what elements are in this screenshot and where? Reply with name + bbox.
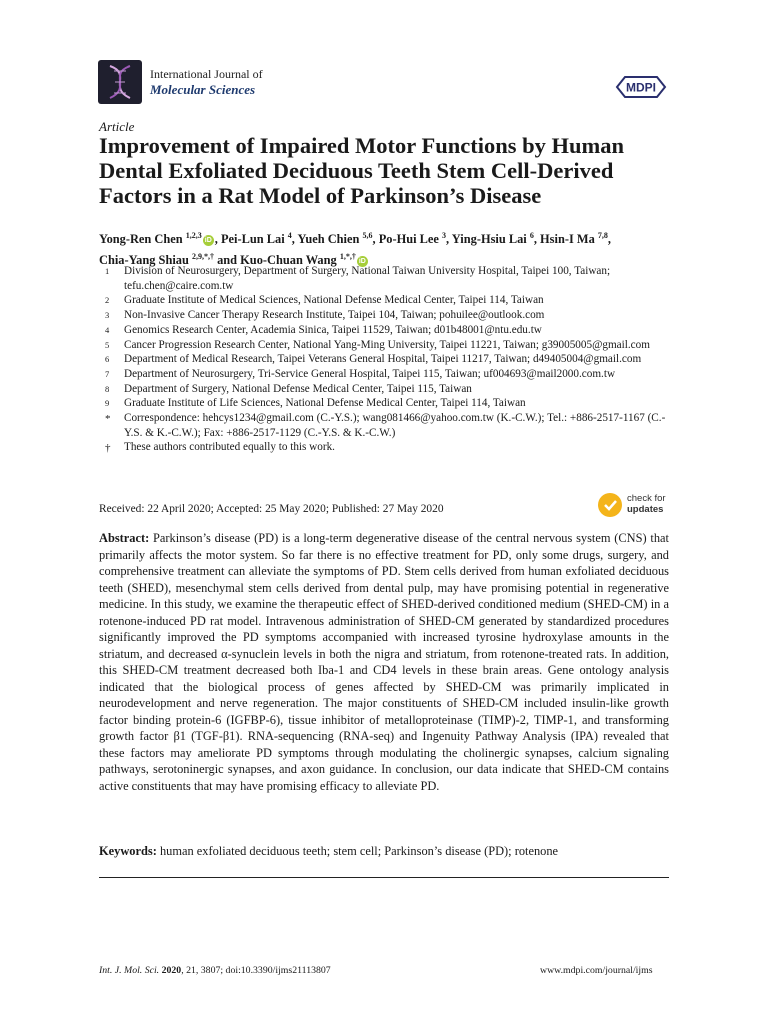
affiliation-item: [99, 293, 679, 308]
author-affiliation-marks: 7,8: [597, 231, 608, 240]
affiliation-mark: †: [105, 442, 111, 455]
affiliation-item: [99, 352, 679, 367]
article-title: Improvement of Impaired Motor Functions by Human Dental Exfoliated Deciduous Teeth Stem Cell-Derived Factors in a Rat Model of Parkinson’s Disease: [99, 133, 625, 208]
section-divider: [99, 877, 669, 878]
check-updates-icon: [598, 493, 622, 517]
abstract-label: Abstract:: [99, 531, 150, 545]
journal-logo: [98, 60, 142, 104]
author-affiliation-marks: 5,6: [362, 231, 373, 240]
affiliation-item: [99, 367, 679, 382]
affiliation-mark: 6: [105, 354, 110, 365]
affiliation-item: [99, 323, 679, 338]
author-separator: ,: [372, 232, 379, 247]
keywords: [99, 843, 669, 859]
keywords-label: Keywords:: [99, 844, 157, 858]
affiliation-mark: 7: [105, 368, 110, 379]
affiliation-item: [99, 411, 679, 440]
author-separator: ,: [291, 232, 298, 247]
author-name: Po-Hui Lee: [378, 232, 439, 247]
affiliation-item: [99, 338, 679, 353]
affiliation-text: Department of Medical Research, Taipei Veterans General Hospital, Taipei 11217, Taiwan; d49405004@gmail.com: [124, 353, 642, 366]
author-separator: ,: [214, 232, 221, 247]
affiliation-list: [99, 264, 679, 455]
affiliation-text: Division of Neurosurgery, Department of Surgery, National Taiwan University Hospital, Taipei 100, Taiwan; tefu.chen@caire.com.tw: [124, 265, 611, 292]
author-name: Chia-Yang Shiau: [99, 253, 189, 268]
keywords-text: human exfoliated deciduous teeth; stem cell; Parkinson’s disease (PD); rotenone: [159, 844, 559, 858]
affiliation-item: [99, 308, 679, 323]
publication-dates: Received: 22 April 2020; Accepted: 25 May 2020; Published: 27 May 2020: [99, 503, 444, 515]
author-affiliation-marks: 1,*,†: [339, 252, 356, 262]
author-separator: ,: [607, 232, 611, 247]
author-name: Ying-Hsiu Lai: [451, 232, 527, 247]
affiliation-text: Graduate Institute of Life Sciences, National Defense Medical Center, Taipei 114, Taiwan: [124, 397, 526, 410]
author-affiliation-marks: 3: [442, 231, 447, 240]
check-updates-line2: updates: [627, 504, 664, 515]
author-separator: ,: [446, 232, 452, 247]
affiliation-mark: 3: [105, 310, 110, 321]
affiliation-item: [99, 396, 679, 411]
affiliation-mark: 5: [105, 339, 110, 350]
footer-citation: [99, 965, 331, 976]
author-affiliation-marks: 2,9,*,†: [191, 252, 214, 262]
affiliation-item: [99, 382, 679, 397]
author-list: [99, 227, 679, 269]
affiliation-text: Non-Invasive Cancer Therapy Research Institute, Taipei 104, Taiwan; pohuilee@outlook.com: [124, 309, 545, 322]
affiliation-text: Cancer Progression Research Center, National Yang-Ming University, Taipei 11221, Taiwan; g39005005@gmail.com: [124, 338, 650, 351]
author-affiliation-marks: 6: [529, 231, 534, 240]
affiliation-text: Department of Neurosurgery, Tri-Service General Hospital, Taipei 115, Taiwan; uf004693@mail2000.com.tw: [124, 367, 616, 380]
author-name: Kuo-Chuan Wang: [240, 253, 337, 268]
orcid-icon[interactable]: iD: [204, 237, 212, 245]
affiliation-text: These authors contributed equally to this work.: [124, 441, 335, 454]
publisher-name: MDPI: [626, 80, 656, 95]
affiliation-text: Department of Surgery, National Defense Medical Center, Taipei 115, Taiwan: [124, 382, 472, 395]
affiliation-text: Graduate Institute of Medical Sciences, National Defense Medical Center, Taipei 114, Taiwan: [124, 294, 544, 307]
mdpi-logo: [615, 73, 667, 101]
affiliation-text: Correspondence: hehcys1234@gmail.com (C.-Y.S.); wang081466@yahoo.com.tw (K.-C.W.); Tel.: +886-2517-1167 (C.-Y.S. & K.-C.W.); Fax: +886-2517-1129 (C.-Y.S. & K.-C.W.): [124, 412, 666, 439]
author-affiliation-marks: 1,2,3: [185, 231, 202, 240]
affiliation-text: Genomics Research Center, Academia Sinica, Taipei 11529, Taiwan; d01b48001@ntu.edu.tw: [124, 323, 542, 336]
abstract: [99, 530, 669, 794]
check-updates-line1: check for: [627, 493, 666, 504]
affiliation-mark: 8: [105, 383, 110, 394]
affiliation-mark: 4: [105, 324, 110, 335]
affiliation-mark: 1: [105, 266, 110, 276]
footer-url[interactable]: www.mdpi.com/journal/ijms: [540, 965, 653, 976]
footer-citation-rest: , 21, 3807; doi:10.3390/ijms21113807: [181, 965, 331, 976]
check-for-updates-badge[interactable]: [598, 491, 673, 519]
footer-year: 2020: [161, 965, 182, 976]
footer-journal-abbrev: Int. J. Mol. Sci.: [99, 965, 160, 976]
author-separator: and: [213, 253, 241, 268]
journal-name-line1: International Journal of: [150, 67, 263, 81]
affiliation-item: [99, 264, 679, 293]
journal-name-line2: Molecular Sciences: [150, 82, 256, 97]
author-name: Pei-Lun Lai: [220, 232, 285, 247]
affiliation-mark: 9: [105, 398, 110, 409]
author-name: Yong-Ren Chen: [99, 232, 183, 247]
article-type: Article: [99, 119, 135, 134]
author-separator: ,: [533, 232, 541, 247]
author-name: Hsin-I Ma: [540, 232, 595, 247]
affiliation-mark: *: [105, 413, 111, 426]
orcid-icon[interactable]: iD: [358, 258, 366, 266]
author-affiliation-marks: 4: [287, 231, 292, 240]
affiliation-mark: 2: [105, 295, 110, 306]
affiliation-item: [99, 440, 679, 455]
author-name: Yueh Chien: [297, 232, 360, 247]
abstract-text: Parkinson’s disease (PD) is a long-term degenerative disease of the central nervous system (CNS) that primarily affects the motor system. So far there is no effective treatment for PD, only some drugs, surgery, and comprehensive treatment can alleviate the symptoms of PD. Stem cells derived from human exfoliated deciduous teeth (SHED), mesenchymal stem cells derived from dental pulp, may have promising potential in regenerative medicine. In this study, we examine the therapeutic effect of SHED-derived conditioned medium (SHED-CM) in a rotenone-induced PD rat model. Intravenous administration of SHED-CM generated by standardized procedures significantly improved the PD symptoms accompanied with increased tyrosine hydroxylase amounts in the striatum, and decreased α-synuclein levels in both the nigra and striatum, from rotenone-treated rats. In addition, this SHED-CM treatment decreased both Iba-1 and CD4 levels in these brain areas. Gene ontology analysis indicated that the biological process of genes affected by SHED-CM was primarily implicated in neurodevelopment and nerve regeneration. The major constituents of SHED-CM included insulin-like growth factor binding protein-6 (IGFBP-6), tissue inhibitor of metalloproteinase (TIMP)-2, TIMP-1, and transforming growth factor β1 (TGF-β1). RNA-sequencing (RNA-seq) and Ingenuity Pathway Analysis (IPA) revealed that these factors may ameliorate PD symptoms through modulating the cholinergic synapses, calcium signaling pathways, serotoninergic synapses, and axon guidance. In conclusion, our data indicate that SHED-CM contains active constituents that may have promising efficacy to alleviate PD.: [99, 531, 669, 793]
